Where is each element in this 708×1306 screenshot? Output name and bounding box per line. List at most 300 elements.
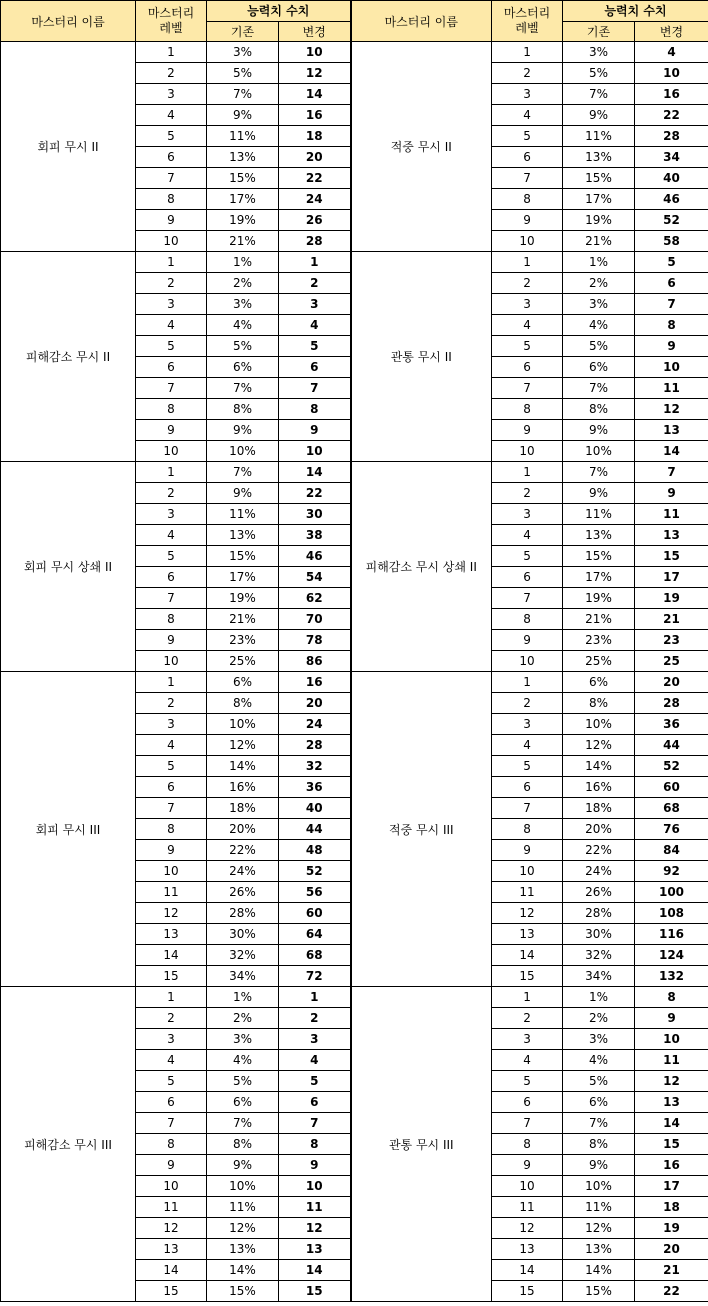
base-value-cell: 13% <box>563 147 635 168</box>
mastery-name-right: 관통 무시 II <box>351 252 492 462</box>
level-cell: 5 <box>492 126 563 147</box>
level-cell: 14 <box>136 945 207 966</box>
changed-value-cell: 56 <box>279 882 351 903</box>
base-value-cell: 3% <box>207 42 279 63</box>
level-cell: 10 <box>492 441 563 462</box>
changed-value-cell: 21 <box>635 1260 708 1281</box>
changed-value-cell: 54 <box>279 567 351 588</box>
changed-value-cell: 15 <box>635 1134 708 1155</box>
level-cell: 10 <box>136 861 207 882</box>
base-value-cell: 3% <box>563 1029 635 1050</box>
level-cell: 7 <box>492 588 563 609</box>
changed-value-cell: 60 <box>279 903 351 924</box>
base-value-cell: 3% <box>563 42 635 63</box>
changed-value-cell: 60 <box>635 777 708 798</box>
base-value-cell: 24% <box>563 861 635 882</box>
base-value-cell: 15% <box>563 168 635 189</box>
level-cell: 8 <box>492 189 563 210</box>
base-value-cell: 19% <box>207 210 279 231</box>
level-cell: 15 <box>492 966 563 987</box>
changed-value-cell: 22 <box>279 483 351 504</box>
base-value-cell: 4% <box>207 315 279 336</box>
changed-value-cell: 68 <box>635 798 708 819</box>
level-cell: 9 <box>492 420 563 441</box>
header-mastery-name-right: 마스터리 이름 <box>351 1 492 42</box>
base-value-cell: 16% <box>207 777 279 798</box>
changed-value-cell: 9 <box>635 336 708 357</box>
base-value-cell: 20% <box>207 819 279 840</box>
changed-value-cell: 52 <box>635 756 708 777</box>
level-cell: 12 <box>492 1218 563 1239</box>
level-cell: 7 <box>492 1113 563 1134</box>
changed-value-cell: 26 <box>279 210 351 231</box>
base-value-cell: 11% <box>563 1197 635 1218</box>
base-value-cell: 10% <box>207 714 279 735</box>
changed-value-cell: 108 <box>635 903 708 924</box>
level-cell: 3 <box>136 714 207 735</box>
base-value-cell: 19% <box>563 588 635 609</box>
changed-value-cell: 20 <box>635 1239 708 1260</box>
header-changed-left: 변경 <box>279 22 351 42</box>
changed-value-cell: 10 <box>279 441 351 462</box>
base-value-cell: 26% <box>207 882 279 903</box>
changed-value-cell: 6 <box>279 357 351 378</box>
changed-value-cell: 21 <box>635 609 708 630</box>
changed-value-cell: 13 <box>279 1239 351 1260</box>
table-body <box>1 42 708 1302</box>
base-value-cell: 13% <box>563 1239 635 1260</box>
level-cell: 9 <box>136 420 207 441</box>
base-value-cell: 6% <box>207 357 279 378</box>
header-mastery-level-right-text: 마스터리 레벨 <box>503 6 551 35</box>
base-value-cell: 10% <box>207 441 279 462</box>
changed-value-cell: 1 <box>279 252 351 273</box>
mastery-name-right: 관통 무시 III <box>351 987 492 1302</box>
base-value-cell: 11% <box>207 126 279 147</box>
level-cell: 8 <box>136 189 207 210</box>
header-base-left: 기존 <box>207 22 279 42</box>
table-header <box>1 1 708 42</box>
base-value-cell: 12% <box>207 735 279 756</box>
level-cell: 6 <box>136 567 207 588</box>
base-value-cell: 14% <box>563 1260 635 1281</box>
base-value-cell: 8% <box>563 693 635 714</box>
level-cell: 2 <box>136 63 207 84</box>
base-value-cell: 11% <box>207 504 279 525</box>
level-cell: 3 <box>492 504 563 525</box>
base-value-cell: 4% <box>207 1050 279 1071</box>
base-value-cell: 19% <box>207 588 279 609</box>
changed-value-cell: 20 <box>279 147 351 168</box>
base-value-cell: 24% <box>207 861 279 882</box>
level-cell: 4 <box>136 735 207 756</box>
changed-value-cell: 40 <box>279 798 351 819</box>
level-cell: 4 <box>492 105 563 126</box>
base-value-cell: 2% <box>207 1008 279 1029</box>
base-value-cell: 34% <box>563 966 635 987</box>
mastery-name-right: 적중 무시 III <box>351 672 492 987</box>
changed-value-cell: 3 <box>279 294 351 315</box>
base-value-cell: 4% <box>563 1050 635 1071</box>
base-value-cell: 12% <box>563 1218 635 1239</box>
changed-value-cell: 34 <box>635 147 708 168</box>
level-cell: 3 <box>492 294 563 315</box>
base-value-cell: 13% <box>207 1239 279 1260</box>
base-value-cell: 13% <box>207 525 279 546</box>
base-value-cell: 6% <box>207 1092 279 1113</box>
changed-value-cell: 46 <box>635 189 708 210</box>
base-value-cell: 8% <box>207 1134 279 1155</box>
level-cell: 10 <box>136 231 207 252</box>
base-value-cell: 7% <box>563 378 635 399</box>
level-cell: 11 <box>492 1197 563 1218</box>
level-cell: 1 <box>136 462 207 483</box>
base-value-cell: 9% <box>207 1155 279 1176</box>
level-cell: 10 <box>492 651 563 672</box>
changed-value-cell: 22 <box>635 105 708 126</box>
base-value-cell: 15% <box>563 1281 635 1302</box>
base-value-cell: 22% <box>207 840 279 861</box>
changed-value-cell: 5 <box>635 252 708 273</box>
table-row <box>1 987 708 1008</box>
changed-value-cell: 18 <box>279 126 351 147</box>
header-mastery-level-right <box>492 1 563 42</box>
base-value-cell: 5% <box>207 336 279 357</box>
level-cell: 13 <box>136 1239 207 1260</box>
level-cell: 7 <box>492 798 563 819</box>
level-cell: 1 <box>136 987 207 1008</box>
base-value-cell: 5% <box>207 63 279 84</box>
base-value-cell: 5% <box>563 1071 635 1092</box>
changed-value-cell: 24 <box>279 189 351 210</box>
level-cell: 9 <box>492 840 563 861</box>
level-cell: 6 <box>492 357 563 378</box>
level-cell: 3 <box>492 1029 563 1050</box>
base-value-cell: 21% <box>563 609 635 630</box>
level-cell: 14 <box>492 945 563 966</box>
changed-value-cell: 13 <box>635 1092 708 1113</box>
changed-value-cell: 32 <box>279 756 351 777</box>
base-value-cell: 30% <box>207 924 279 945</box>
level-cell: 5 <box>136 546 207 567</box>
level-cell: 12 <box>136 1218 207 1239</box>
base-value-cell: 6% <box>563 1092 635 1113</box>
level-cell: 4 <box>492 315 563 336</box>
base-value-cell: 25% <box>563 651 635 672</box>
changed-value-cell: 36 <box>279 777 351 798</box>
changed-value-cell: 52 <box>635 210 708 231</box>
base-value-cell: 13% <box>563 525 635 546</box>
changed-value-cell: 11 <box>635 378 708 399</box>
changed-value-cell: 40 <box>635 168 708 189</box>
level-cell: 5 <box>136 336 207 357</box>
level-cell: 7 <box>136 378 207 399</box>
changed-value-cell: 36 <box>635 714 708 735</box>
level-cell: 1 <box>136 42 207 63</box>
level-cell: 5 <box>136 126 207 147</box>
level-cell: 2 <box>492 63 563 84</box>
changed-value-cell: 22 <box>635 1281 708 1302</box>
level-cell: 4 <box>136 315 207 336</box>
base-value-cell: 12% <box>563 735 635 756</box>
level-cell: 7 <box>136 168 207 189</box>
level-cell: 4 <box>136 105 207 126</box>
level-cell: 8 <box>136 609 207 630</box>
base-value-cell: 34% <box>207 966 279 987</box>
level-cell: 2 <box>492 1008 563 1029</box>
changed-value-cell: 30 <box>279 504 351 525</box>
changed-value-cell: 13 <box>635 420 708 441</box>
level-cell: 5 <box>492 1071 563 1092</box>
changed-value-cell: 18 <box>635 1197 708 1218</box>
changed-value-cell: 10 <box>635 63 708 84</box>
changed-value-cell: 3 <box>279 1029 351 1050</box>
base-value-cell: 17% <box>207 567 279 588</box>
changed-value-cell: 2 <box>279 1008 351 1029</box>
base-value-cell: 18% <box>563 798 635 819</box>
changed-value-cell: 19 <box>635 588 708 609</box>
base-value-cell: 17% <box>563 567 635 588</box>
changed-value-cell: 8 <box>279 1134 351 1155</box>
level-cell: 1 <box>136 672 207 693</box>
base-value-cell: 14% <box>207 1260 279 1281</box>
changed-value-cell: 10 <box>279 42 351 63</box>
base-value-cell: 11% <box>563 504 635 525</box>
level-cell: 9 <box>136 840 207 861</box>
base-value-cell: 7% <box>563 462 635 483</box>
base-value-cell: 18% <box>207 798 279 819</box>
base-value-cell: 3% <box>207 294 279 315</box>
level-cell: 8 <box>136 819 207 840</box>
level-cell: 6 <box>492 777 563 798</box>
base-value-cell: 10% <box>207 1176 279 1197</box>
changed-value-cell: 132 <box>635 966 708 987</box>
changed-value-cell: 14 <box>279 84 351 105</box>
level-cell: 12 <box>492 903 563 924</box>
level-cell: 8 <box>492 1134 563 1155</box>
level-cell: 7 <box>492 378 563 399</box>
level-cell: 15 <box>136 1281 207 1302</box>
base-value-cell: 6% <box>207 672 279 693</box>
changed-value-cell: 1 <box>279 987 351 1008</box>
base-value-cell: 14% <box>207 756 279 777</box>
level-cell: 2 <box>136 693 207 714</box>
base-value-cell: 9% <box>563 420 635 441</box>
changed-value-cell: 6 <box>279 1092 351 1113</box>
changed-value-cell: 68 <box>279 945 351 966</box>
changed-value-cell: 12 <box>279 63 351 84</box>
level-cell: 12 <box>136 903 207 924</box>
changed-value-cell: 9 <box>635 483 708 504</box>
changed-value-cell: 15 <box>635 546 708 567</box>
header-stat-group-left: 능력치 수치 <box>207 1 351 22</box>
base-value-cell: 9% <box>207 105 279 126</box>
base-value-cell: 22% <box>563 840 635 861</box>
level-cell: 10 <box>492 231 563 252</box>
changed-value-cell: 25 <box>635 651 708 672</box>
level-cell: 2 <box>492 273 563 294</box>
level-cell: 9 <box>136 1155 207 1176</box>
level-cell: 6 <box>136 147 207 168</box>
base-value-cell: 8% <box>563 399 635 420</box>
level-cell: 8 <box>136 1134 207 1155</box>
base-value-cell: 6% <box>563 672 635 693</box>
level-cell: 8 <box>492 399 563 420</box>
level-cell: 5 <box>492 756 563 777</box>
changed-value-cell: 8 <box>635 315 708 336</box>
base-value-cell: 8% <box>207 399 279 420</box>
level-cell: 3 <box>136 84 207 105</box>
level-cell: 7 <box>492 168 563 189</box>
base-value-cell: 21% <box>207 231 279 252</box>
level-cell: 3 <box>136 294 207 315</box>
changed-value-cell: 76 <box>635 819 708 840</box>
base-value-cell: 23% <box>207 630 279 651</box>
level-cell: 3 <box>492 84 563 105</box>
base-value-cell: 26% <box>563 882 635 903</box>
header-base-right: 기존 <box>563 22 635 42</box>
changed-value-cell: 20 <box>635 672 708 693</box>
base-value-cell: 1% <box>563 252 635 273</box>
changed-value-cell: 28 <box>279 735 351 756</box>
changed-value-cell: 48 <box>279 840 351 861</box>
base-value-cell: 21% <box>207 609 279 630</box>
changed-value-cell: 4 <box>279 315 351 336</box>
level-cell: 10 <box>136 1176 207 1197</box>
changed-value-cell: 7 <box>635 294 708 315</box>
changed-value-cell: 64 <box>279 924 351 945</box>
changed-value-cell: 8 <box>279 399 351 420</box>
level-cell: 2 <box>492 483 563 504</box>
changed-value-cell: 46 <box>279 546 351 567</box>
changed-value-cell: 9 <box>279 420 351 441</box>
changed-value-cell: 44 <box>635 735 708 756</box>
base-value-cell: 2% <box>563 273 635 294</box>
base-value-cell: 10% <box>563 714 635 735</box>
changed-value-cell: 10 <box>635 1029 708 1050</box>
base-value-cell: 9% <box>563 483 635 504</box>
changed-value-cell: 12 <box>635 1071 708 1092</box>
changed-value-cell: 17 <box>635 567 708 588</box>
mastery-name-left: 회피 무시 III <box>1 672 136 987</box>
changed-value-cell: 92 <box>635 861 708 882</box>
changed-value-cell: 19 <box>635 1218 708 1239</box>
base-value-cell: 6% <box>563 357 635 378</box>
level-cell: 1 <box>492 987 563 1008</box>
changed-value-cell: 11 <box>635 504 708 525</box>
base-value-cell: 15% <box>207 546 279 567</box>
changed-value-cell: 20 <box>279 693 351 714</box>
changed-value-cell: 15 <box>279 1281 351 1302</box>
level-cell: 10 <box>136 441 207 462</box>
base-value-cell: 4% <box>563 315 635 336</box>
header-mastery-level-left <box>136 1 207 42</box>
level-cell: 2 <box>136 273 207 294</box>
base-value-cell: 5% <box>207 1071 279 1092</box>
base-value-cell: 9% <box>207 420 279 441</box>
base-value-cell: 5% <box>563 63 635 84</box>
level-cell: 6 <box>492 1092 563 1113</box>
level-cell: 10 <box>136 651 207 672</box>
changed-value-cell: 7 <box>279 378 351 399</box>
level-cell: 1 <box>492 42 563 63</box>
changed-value-cell: 116 <box>635 924 708 945</box>
level-cell: 8 <box>492 609 563 630</box>
level-cell: 4 <box>492 735 563 756</box>
level-cell: 5 <box>492 546 563 567</box>
base-value-cell: 7% <box>563 1113 635 1134</box>
base-value-cell: 7% <box>207 378 279 399</box>
base-value-cell: 11% <box>207 1197 279 1218</box>
level-cell: 7 <box>136 1113 207 1134</box>
mastery-name-right: 적중 무시 II <box>351 42 492 252</box>
level-cell: 2 <box>136 483 207 504</box>
level-cell: 6 <box>136 1092 207 1113</box>
changed-value-cell: 58 <box>635 231 708 252</box>
changed-value-cell: 8 <box>635 987 708 1008</box>
base-value-cell: 1% <box>207 252 279 273</box>
base-value-cell: 10% <box>563 1176 635 1197</box>
level-cell: 13 <box>136 924 207 945</box>
level-cell: 14 <box>136 1260 207 1281</box>
changed-value-cell: 4 <box>635 42 708 63</box>
level-cell: 3 <box>136 1029 207 1050</box>
level-cell: 4 <box>136 525 207 546</box>
changed-value-cell: 4 <box>279 1050 351 1071</box>
base-value-cell: 7% <box>563 84 635 105</box>
level-cell: 6 <box>136 777 207 798</box>
changed-value-cell: 5 <box>279 336 351 357</box>
base-value-cell: 14% <box>563 756 635 777</box>
changed-value-cell: 44 <box>279 819 351 840</box>
level-cell: 3 <box>136 504 207 525</box>
base-value-cell: 17% <box>563 189 635 210</box>
header-mastery-name-left: 마스터리 이름 <box>1 1 136 42</box>
table-row <box>1 672 708 693</box>
changed-value-cell: 70 <box>279 609 351 630</box>
changed-value-cell: 7 <box>279 1113 351 1134</box>
base-value-cell: 21% <box>563 231 635 252</box>
header-changed-right: 변경 <box>635 22 708 42</box>
table-row <box>1 462 708 483</box>
base-value-cell: 11% <box>563 126 635 147</box>
changed-value-cell: 12 <box>279 1218 351 1239</box>
changed-value-cell: 6 <box>635 273 708 294</box>
level-cell: 5 <box>492 336 563 357</box>
level-cell: 7 <box>136 798 207 819</box>
changed-value-cell: 23 <box>635 630 708 651</box>
level-cell: 1 <box>492 252 563 273</box>
level-cell: 9 <box>492 210 563 231</box>
level-cell: 15 <box>492 1281 563 1302</box>
table-row <box>1 42 708 63</box>
changed-value-cell: 9 <box>635 1008 708 1029</box>
base-value-cell: 7% <box>207 462 279 483</box>
changed-value-cell: 16 <box>635 84 708 105</box>
base-value-cell: 7% <box>207 1113 279 1134</box>
base-value-cell: 28% <box>563 903 635 924</box>
changed-value-cell: 11 <box>279 1197 351 1218</box>
level-cell: 13 <box>492 924 563 945</box>
level-cell: 11 <box>136 1197 207 1218</box>
level-cell: 8 <box>136 399 207 420</box>
level-cell: 9 <box>492 1155 563 1176</box>
base-value-cell: 17% <box>207 189 279 210</box>
base-value-cell: 9% <box>563 1155 635 1176</box>
base-value-cell: 20% <box>563 819 635 840</box>
level-cell: 5 <box>136 1071 207 1092</box>
changed-value-cell: 17 <box>635 1176 708 1197</box>
